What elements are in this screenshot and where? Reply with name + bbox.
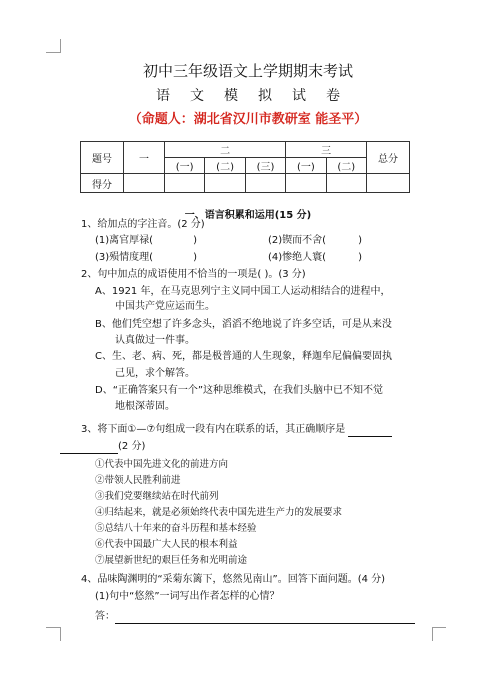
score-cell[interactable]	[367, 174, 410, 193]
part-one-header: 一	[124, 142, 165, 174]
q1-item-2-text: (2)锲而不舍(	[268, 235, 327, 246]
score-cell[interactable]	[205, 174, 245, 193]
q1-item-3	[95, 251, 197, 265]
crop-mark-bottom-right-v	[432, 627, 433, 641]
score-cell[interactable]	[286, 174, 326, 193]
q3-item-6: ⑥代表中国最广大人民的根本利益	[95, 539, 238, 550]
crop-mark-top-left-h	[46, 52, 60, 53]
q4-answer-blank[interactable]	[115, 611, 415, 624]
crop-mark-bottom-right-h	[432, 627, 446, 628]
q3-answer-blank[interactable]	[348, 425, 392, 437]
crop-mark-bottom-left-h	[46, 627, 60, 628]
crop-mark-bottom-left-v	[60, 627, 61, 641]
q3-item-3: ③我们党要继续站在时代前列	[95, 491, 219, 502]
q1-item-3-close: )	[193, 252, 197, 263]
subtitle-char: 语	[156, 88, 170, 104]
q2-option-a-cont: 中国共产党应运而生。	[115, 301, 215, 312]
part-three-sub-2: (二)	[326, 158, 366, 174]
subtitle-char: 拟	[258, 88, 272, 104]
answer-label: 答：	[95, 611, 115, 622]
q4-sub-question-1: (1)句中“悠然”一词写出作者怎样的心情？	[95, 591, 280, 602]
q2-option-a: A、1921 年，在马克思列宁主义同中国工人运动相结合的进程中，	[95, 286, 391, 297]
score-cell[interactable]	[124, 174, 165, 193]
question-number-label: 题号	[81, 142, 124, 174]
q3-stem	[81, 423, 392, 437]
score-label: 得分	[81, 174, 124, 193]
q3-score-text: (2 分)	[118, 441, 146, 452]
q3-item-4: ④归结起来，就是必须始终代表中国先进生产力的发展要求	[95, 507, 343, 518]
part-two-sub-1: (一)	[165, 158, 205, 174]
exam-title: 初中三年级语文上学期期末考试	[142, 62, 353, 80]
q1-item-2-close: )	[358, 235, 362, 246]
score-table	[80, 141, 410, 193]
part-two-header: 二	[165, 142, 286, 158]
q1-item-4-text: (4)惨绝人寰(	[268, 252, 327, 263]
total-header: 总分	[367, 142, 410, 174]
part-two-sub-2: (二)	[205, 158, 245, 174]
q2-stem: 2、句中加点的成语使用不恰当的一项是( )。(3 分)	[81, 269, 306, 280]
q2-option-d-cont: 地根深蒂固。	[115, 401, 175, 412]
q1-stem: 1、给加点的字注音。(2 分)	[81, 219, 205, 230]
q1-item-4	[268, 251, 362, 265]
q2-option-c-cont: 己见，求个解答。	[115, 368, 195, 379]
part-three-header: 三	[286, 142, 367, 158]
q3-item-1: ①代表中国先进文化的前进方向	[95, 459, 229, 470]
section-heading: 一、语言积累和运用(15 分)	[184, 210, 312, 221]
q2-option-b: B、他们凭空想了许多念头，滔滔不绝地说了许多空话，可是从来没	[95, 319, 392, 330]
q1-item-1-text: (1)离官厚禄(	[95, 235, 154, 246]
q4-answer-line	[95, 610, 415, 624]
q3-answer-blank-cont[interactable]	[60, 442, 118, 454]
exam-subtitle	[0, 85, 496, 105]
subtitle-char: 卷	[326, 88, 340, 104]
score-cell[interactable]	[245, 174, 285, 193]
q1-item-1-close: )	[193, 235, 197, 246]
crop-mark-top-left-v	[60, 39, 61, 53]
score-cell[interactable]	[165, 174, 205, 193]
q4-stem: 4、品味陶渊明的“采菊东篱下，悠然见南山”。回答下面问题。(4 分)	[81, 574, 386, 585]
q1-item-1	[95, 234, 197, 248]
subtitle-char: 试	[292, 88, 306, 104]
part-three-sub-1: (一)	[286, 158, 326, 174]
q2-option-d: D、“正确答案只有一个”这种思维模式，在我们头脑中已不知不觉	[95, 385, 384, 396]
q3-stem-text: 3、将下面①—⑦句组成一段有内在联系的话，其正确顺序是	[81, 424, 346, 435]
q2-option-b-cont: 认真做过一件事。	[115, 335, 195, 346]
q3-score	[60, 440, 145, 454]
q3-item-7: ⑦展望新世纪的艰巨任务和光明前途	[95, 555, 248, 566]
part-two-sub-3: (三)	[245, 158, 285, 174]
subtitle-char: 文	[190, 88, 204, 104]
author-line: （命题人：湖北省汉川市教研室 能圣平）	[128, 112, 368, 127]
q2-option-c: C、生、老、病、死，都是极普通的人生现象，释迦牟尼偏偏要固执	[95, 351, 392, 362]
score-cell[interactable]	[326, 174, 366, 193]
q1-item-2	[268, 234, 362, 248]
q1-item-3-text: (3)殒情度理(	[95, 252, 154, 263]
q3-item-5: ⑤总结八十年来的奋斗历程和基本经验	[95, 523, 257, 534]
subtitle-char: 模	[224, 88, 238, 104]
q1-item-4-close: )	[358, 252, 362, 263]
q3-item-2: ②带领人民胜利前进	[95, 475, 181, 486]
